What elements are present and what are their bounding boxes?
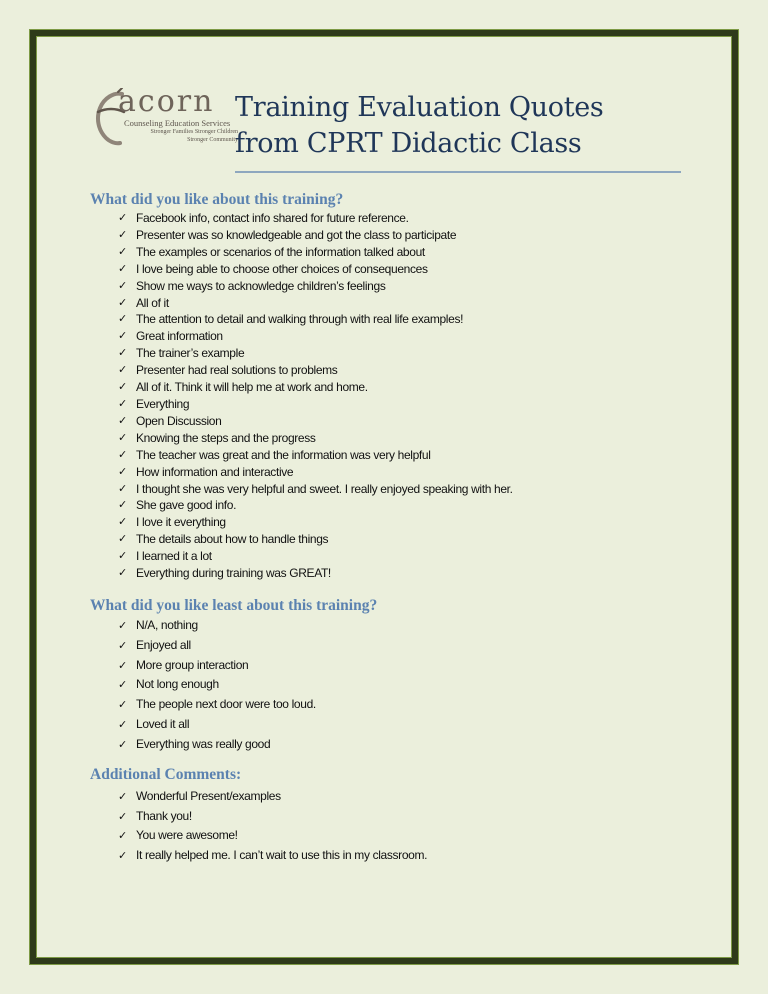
checkmark-icon: ✓ bbox=[118, 829, 127, 842]
acorn-logo bbox=[88, 86, 238, 152]
list-item bbox=[118, 464, 513, 481]
list-item-text: I thought she was very helpful and sweet. I really enjoyed speaking with her. bbox=[136, 481, 513, 496]
list-item-text: Wonderful Present/examples bbox=[136, 789, 281, 803]
list-item-text: The examples or scenarios of the information talked about bbox=[136, 244, 425, 259]
list-item bbox=[118, 846, 427, 866]
list-item-text: All of it bbox=[136, 295, 169, 310]
checkmark-icon: ✓ bbox=[118, 211, 127, 224]
list-item bbox=[118, 210, 513, 227]
list-item-text: Presenter was so knowledgeable and got the class to participate bbox=[136, 227, 457, 242]
checkmark-icon: ✓ bbox=[118, 737, 127, 751]
logo-slogan-line2: Stronger Community bbox=[187, 137, 238, 143]
checkmark-icon: ✓ bbox=[118, 532, 127, 546]
list-item-text: Everything was really good bbox=[136, 736, 271, 751]
checkmark-icon: ✓ bbox=[118, 619, 127, 632]
list-item bbox=[118, 531, 513, 548]
list-item bbox=[118, 362, 513, 379]
list-item bbox=[118, 807, 427, 827]
list-item-text: Everything during training was GREAT! bbox=[136, 566, 331, 581]
list-item-text: You were awesome! bbox=[136, 828, 238, 842]
list-item-text: Not long enough bbox=[136, 677, 219, 692]
checkmark-icon: ✓ bbox=[118, 638, 127, 652]
checkmark-icon: ✓ bbox=[118, 363, 127, 377]
checkmark-icon: ✓ bbox=[118, 278, 127, 292]
checkmark-icon: ✓ bbox=[118, 809, 127, 823]
list-item bbox=[118, 261, 513, 278]
list-item-text: Great information bbox=[136, 329, 223, 344]
document-header bbox=[88, 84, 688, 176]
list-item-text: It really helped me. I can’t wait to use this in my classroom. bbox=[136, 847, 428, 862]
list-item-text: Knowing the steps and the progress bbox=[136, 430, 316, 445]
title-underline bbox=[235, 171, 681, 173]
logo-tagline: Counseling Education Services bbox=[124, 118, 231, 128]
list-item bbox=[118, 548, 513, 565]
list-item-text: Presenter had real solutions to problems bbox=[136, 363, 338, 378]
checkmark-icon: ✓ bbox=[118, 346, 127, 360]
checkmark-icon: ✓ bbox=[118, 717, 127, 731]
page-title-line2: from CPRT Didactic Class bbox=[235, 128, 582, 159]
checkmark-icon: ✓ bbox=[118, 464, 127, 478]
checkmark-icon: ✓ bbox=[118, 380, 127, 394]
checkmark-icon: ✓ bbox=[118, 481, 127, 495]
checkmark-icon: ✓ bbox=[118, 698, 127, 712]
section-least bbox=[90, 597, 377, 755]
list-item bbox=[118, 396, 513, 413]
list-item bbox=[118, 379, 513, 396]
list-item-text: I learned it a lot bbox=[136, 549, 212, 564]
list-item bbox=[118, 430, 513, 447]
page-title-line1: Training Evaluation Quotes bbox=[235, 92, 604, 123]
checkmark-icon: ✓ bbox=[118, 261, 127, 275]
list-item bbox=[118, 616, 377, 636]
page-title bbox=[235, 90, 604, 162]
list-item bbox=[118, 413, 513, 430]
list-item bbox=[118, 826, 427, 846]
checkmark-icon: ✓ bbox=[118, 430, 127, 444]
checkmark-icon: ✓ bbox=[118, 515, 127, 529]
list-item-text: Loved it all bbox=[136, 716, 190, 731]
liked-list bbox=[90, 210, 513, 582]
list-item bbox=[118, 514, 513, 531]
list-item bbox=[118, 481, 513, 498]
list-item bbox=[118, 244, 513, 261]
list-item-text: Thank you! bbox=[136, 808, 192, 823]
list-item-text: I love being able to choose other choices of consequences bbox=[136, 261, 428, 276]
list-item-text: The details about how to handle things bbox=[136, 532, 329, 547]
list-item-text: She gave good info. bbox=[136, 498, 237, 513]
checkmark-icon: ✓ bbox=[118, 329, 127, 343]
list-item bbox=[118, 636, 377, 656]
checkmark-icon: ✓ bbox=[118, 498, 127, 512]
checkmark-icon: ✓ bbox=[118, 244, 127, 258]
logo-slogan-line1: Stronger Families Stronger Children bbox=[150, 129, 238, 135]
list-item-text: How information and interactive bbox=[136, 464, 294, 479]
list-item bbox=[118, 715, 377, 735]
list-item bbox=[118, 328, 513, 345]
list-item-text: The people next door were too loud. bbox=[136, 697, 316, 712]
checkmark-icon: ✓ bbox=[118, 295, 127, 309]
section-heading-additional: Additional Comments: bbox=[90, 766, 242, 783]
checkmark-icon: ✓ bbox=[118, 396, 127, 410]
checkmark-icon: ✓ bbox=[118, 447, 127, 461]
list-item bbox=[118, 695, 377, 715]
list-item bbox=[118, 345, 513, 362]
additional-list bbox=[90, 787, 427, 865]
logo-wordmark: acorn bbox=[118, 84, 215, 119]
list-item bbox=[118, 278, 513, 295]
least-list bbox=[90, 616, 377, 755]
checkmark-icon: ✓ bbox=[118, 848, 127, 862]
list-item-text: N/A, nothing bbox=[136, 618, 198, 632]
list-item bbox=[118, 656, 377, 676]
section-additional bbox=[90, 766, 427, 865]
list-item bbox=[118, 447, 513, 464]
section-liked bbox=[90, 191, 513, 582]
list-item-text: All of it. Think it will help me at work and home. bbox=[136, 380, 368, 395]
list-item-text: Enjoyed all bbox=[136, 637, 191, 652]
list-item bbox=[118, 295, 513, 312]
list-item-text: I love it everything bbox=[136, 515, 226, 530]
list-item-text: The attention to detail and walking through with real life examples! bbox=[136, 312, 464, 327]
list-item-text: Facebook info, contact info shared for future reference. bbox=[136, 211, 409, 225]
list-item bbox=[118, 565, 513, 582]
checkmark-icon: ✓ bbox=[118, 549, 127, 563]
checkmark-icon: ✓ bbox=[118, 413, 127, 427]
list-item bbox=[118, 675, 377, 695]
list-item bbox=[118, 787, 427, 807]
list-item bbox=[118, 311, 513, 328]
list-item-text: The teacher was great and the information was very helpful bbox=[136, 447, 431, 462]
list-item bbox=[118, 735, 377, 755]
checkmark-icon: ✓ bbox=[118, 678, 127, 692]
checkmark-icon: ✓ bbox=[118, 566, 127, 580]
list-item-text: Everything bbox=[136, 396, 190, 411]
list-item bbox=[118, 227, 513, 244]
section-heading-least: What did you like least about this training? bbox=[90, 597, 378, 614]
list-item-text: Open Discussion bbox=[136, 413, 222, 428]
checkmark-icon: ✓ bbox=[118, 227, 127, 241]
checkmark-icon: ✓ bbox=[118, 790, 127, 803]
list-item-text: Show me ways to acknowledge children’s feelings bbox=[136, 278, 386, 293]
list-item bbox=[118, 497, 513, 514]
checkmark-icon: ✓ bbox=[118, 658, 127, 672]
checkmark-icon: ✓ bbox=[118, 312, 127, 326]
list-item-text: The trainer’s example bbox=[136, 346, 245, 361]
list-item-text: More group interaction bbox=[136, 657, 249, 672]
section-heading-liked: What did you like about this training? bbox=[90, 191, 344, 208]
